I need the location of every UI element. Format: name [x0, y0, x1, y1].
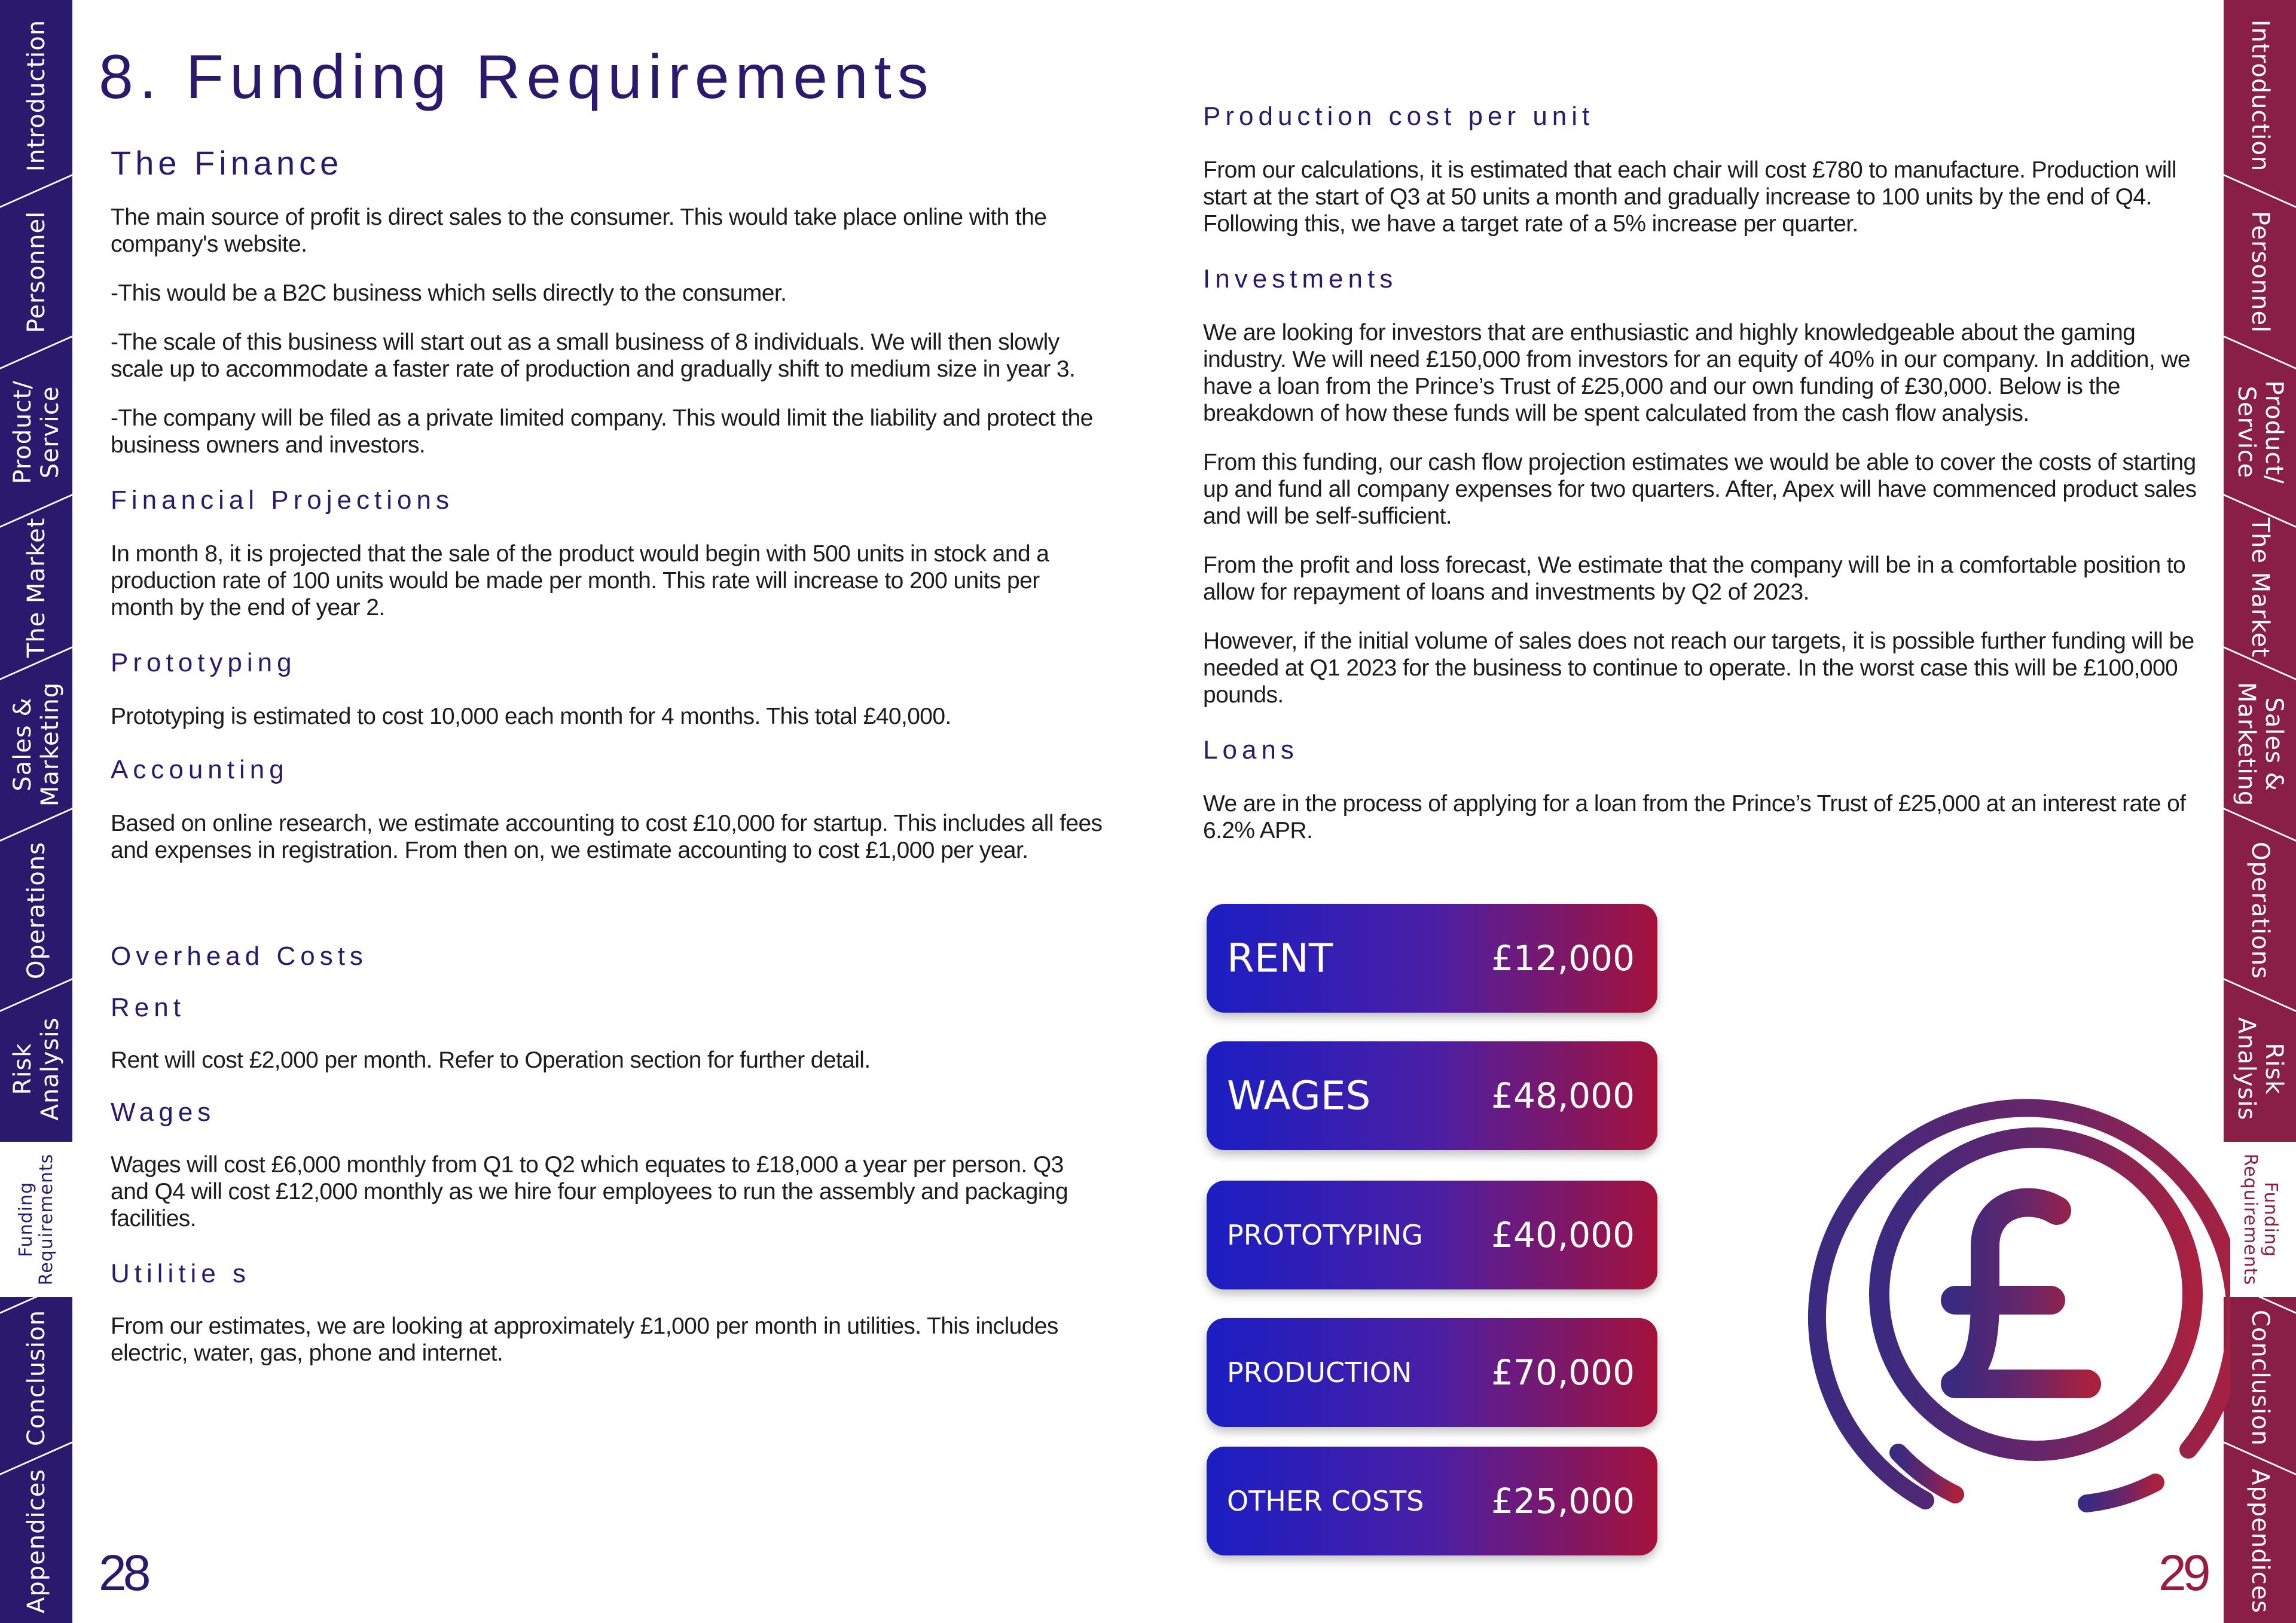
section-heading-loans: Loans [1203, 735, 1299, 765]
tab-label: Personnel [2246, 210, 2274, 334]
utilities-paragraph: From our estimates, we are looking at approximately £1,000 per month in utilities. This includes electric, water, gas, phone and internet. [111, 1313, 1058, 1366]
tab-funding-requirements[interactable] [0, 1142, 72, 1297]
tab-product-service[interactable] [2224, 353, 2296, 511]
section-heading-investments: Investments [1203, 264, 1398, 294]
tab-label: Conclusion [2246, 1310, 2274, 1446]
finance-paragraph: -This would be a B2C business which sells directly to the consumer. [111, 280, 787, 306]
section-heading-finance: The Finance [111, 144, 343, 182]
right-section-nav [2224, 0, 2296, 1623]
finance-paragraph: The main source of profit is direct sales to the consumer. This would take place online with the company's website. [111, 204, 1047, 257]
tab-label: Appendices [22, 1468, 50, 1613]
cost-card-amount: £70,000 [1491, 1352, 1635, 1393]
finance-paragraph: -The company will be filed as a private limited company. This would limit the liability and protect the business owners and investors. [111, 405, 1093, 458]
tab-label: Personnel [22, 210, 50, 334]
accounting-paragraph: Based on online research, we estimate accounting to cost £10,000 for startup. This includes all fees and expenses in registration. From then on, we estimate accounting to cost £1,000 per year. [111, 811, 1103, 863]
tab-label: Risk Analysis [8, 1017, 64, 1120]
tab-appendices[interactable] [2224, 1459, 2296, 1623]
production-cost-paragraph: From our calculations, it is estimated that each chair will cost £780 to manufacture. Production will start at the start of Q3 at 50 units a month and gradually increase to 100 units by the end of Q4. Following this, we have a target rate of a 5% increase per quarter. [1203, 157, 2176, 237]
investments-paragraph: From this funding, our cash flow projection estimates we would be able to cover the costs of starting up and fund all company expenses for two quarters. After, Apex will have commenced product sales and will be self-sufficient. [1203, 450, 2197, 529]
section-heading-accounting: Accounting [111, 755, 289, 784]
cost-card-label: RENT [1227, 935, 1333, 982]
tab-label: Operations [22, 841, 50, 979]
section-heading-overhead-costs: Overhead Costs [111, 942, 368, 971]
tab-the-market[interactable] [0, 511, 72, 664]
tab-label: Sales & Marketing [2232, 681, 2288, 807]
tab-label: Sales & Marketing [8, 681, 64, 807]
investments-paragraph: However, if the initial volume of sales does not reach our targets, it is possible further funding will be needed at Q1 2023 for the business to continue to operate. In the worst case this will be £100,000 pounds. [1203, 628, 2194, 708]
right-page-content [1203, 102, 2219, 844]
investments-paragraph: We are looking for investors that are enthusiastic and highly knowledgeable about the gaming industry. We will need £150,000 from investors for an equity of 40% in our company. In addition, we have a loan from the Prince’s Trust of £25,000 and our own funding of £30,000. Below is the breakdown of how these funds will be spent calculated from the cash flow analysis. [1203, 320, 2191, 426]
cost-card-wages [1207, 1041, 1657, 1150]
cost-card-rent [1207, 904, 1657, 1013]
tab-appendices[interactable] [0, 1459, 72, 1623]
cost-card-label: OTHER COSTS [1227, 1485, 1424, 1517]
projections-paragraph: In month 8, it is projected that the sale of the product would begin with 500 units in stock and a production rate of 100 units would be made per month. This rate will increase to 200 units per month by the end of year 2. [111, 541, 1049, 621]
tab-risk-analysis[interactable] [2224, 995, 2296, 1142]
left-section-nav [0, 0, 72, 1623]
tab-label: Product/ Service [8, 380, 64, 484]
pound-coin-icon [1806, 912, 2230, 1521]
loans-paragraph: We are in the process of applying for a loan from the Prince’s Trust of £25,000 at an interest rate of 6.2% APR. [1203, 791, 2186, 843]
tab-funding-requirements[interactable] [2224, 1142, 2296, 1297]
cost-card-label: PRODUCTION [1227, 1356, 1412, 1389]
tab-label: Operations [2246, 841, 2274, 979]
subheading-rent: Rent [111, 993, 185, 1022]
tab-label: Funding Requirements [2239, 1153, 2281, 1286]
tab-conclusion[interactable] [2224, 1297, 2296, 1459]
prototyping-paragraph: Prototyping is estimated to cost 10,000 each month for 4 months. This total £40,000. [111, 704, 951, 729]
subheading-utilities: Utilitie s [111, 1259, 251, 1288]
tab-sales-marketing[interactable] [0, 664, 72, 825]
cost-card-prototyping [1207, 1181, 1657, 1289]
investments-paragraph: From the profit and loss forecast, We estimate that the company will be in a comfortable position to allow for repayment of loans and investments by Q2 of 2023. [1203, 552, 2186, 605]
subheading-wages: Wages [111, 1098, 216, 1127]
tab-label: Risk Analysis [2232, 1017, 2288, 1120]
cost-card-amount: £25,000 [1491, 1481, 1635, 1521]
page-number-right: 29 [2158, 1545, 2208, 1601]
cost-card-label: WAGES [1227, 1072, 1371, 1119]
section-heading-production-cost: Production cost per unit [1203, 102, 1595, 131]
cost-card-amount: £48,000 [1491, 1075, 1635, 1116]
cost-card-amount: £40,000 [1491, 1215, 1635, 1255]
section-heading-financial-projections: Financial Projections [111, 485, 454, 515]
tab-conclusion[interactable] [0, 1297, 72, 1459]
tab-label: Introduction [22, 19, 50, 172]
tab-label: The Market [22, 517, 50, 658]
tab-sales-marketing[interactable] [2224, 664, 2296, 825]
cost-card-production [1207, 1318, 1657, 1427]
tab-risk-analysis[interactable] [0, 995, 72, 1142]
tab-label: Conclusion [22, 1310, 50, 1446]
tab-label: Product/ Service [2232, 380, 2288, 484]
tab-operations[interactable] [2224, 825, 2296, 995]
cost-card-other-costs [1207, 1447, 1657, 1555]
wages-paragraph: Wages will cost £6,000 monthly from Q1 to Q2 which equates to £18,000 a year per person. Q3 and Q4 will cost £12,000 monthly as we hire four employees to run the assembly and packaging facilities. [111, 1152, 1068, 1231]
tab-label: Introduction [2246, 19, 2274, 172]
cost-card-amount: £12,000 [1491, 938, 1635, 979]
page-number-left: 28 [99, 1545, 148, 1601]
tab-personnel[interactable] [0, 191, 72, 353]
tab-the-market[interactable] [2224, 511, 2296, 664]
tab-label: Funding Requirements [15, 1153, 57, 1286]
tab-operations[interactable] [0, 825, 72, 995]
tab-introduction[interactable] [2224, 0, 2296, 191]
left-page-content [111, 143, 1103, 1367]
cost-card-label: PROTOTYPING [1227, 1219, 1423, 1251]
section-heading-prototyping: Prototyping [111, 648, 297, 677]
page-title: 8. Funding Requirements [99, 42, 935, 112]
finance-paragraph: -The scale of this business will start out as a small business of 8 individuals. We will then slowly scale up to accommodate a faster rate of production and gradually shift to medium size in year 3. [111, 329, 1076, 382]
tab-label: Appendices [2246, 1468, 2274, 1613]
tab-introduction[interactable] [0, 0, 72, 191]
tab-personnel[interactable] [2224, 191, 2296, 353]
tab-product-service[interactable] [0, 353, 72, 511]
tab-label: The Market [2246, 517, 2274, 658]
rent-paragraph: Rent will cost £2,000 per month. Refer to Operation section for further detail. [111, 1047, 871, 1073]
